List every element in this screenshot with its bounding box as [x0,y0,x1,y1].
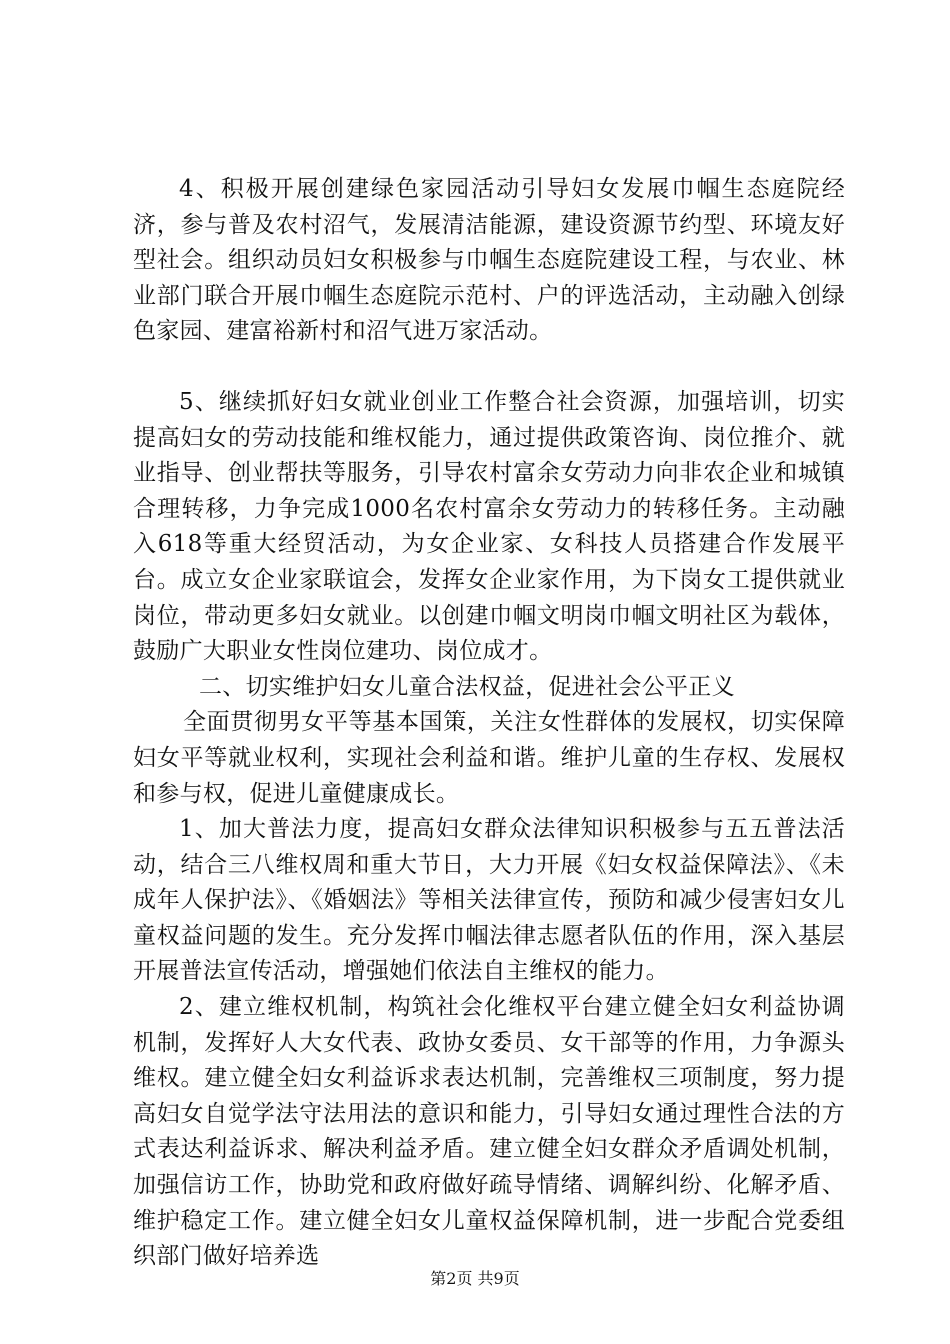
paragraph-legal-education: 1、加大普法力度，提高妇女群众法律知识积极参与五五普法活动，结合三八维权周和重大节日，大力开展《妇女权益保障法》、《未成年人保护法》、《婚姻法》等相关法律宣传，预防和减少侵害妇女儿童权益问题的发生。充分发挥巾帼法律志愿者队伍的作用，深入基层开展普法宣传活动，增强她们依法自主维权的能力。 [133,816,845,985]
page-footer [0,1266,950,1289]
paragraph-rights-mechanism: 2、建立维权机制，构筑社会化维权平台建立健全妇女利益协调机制，发挥好人大女代表、政协女委员、女干部等的作用，力争源头维权。建立健全妇女利益诉求表达机制，完善维权三项制度，努力提高妇女自觉学法守法用法的意识和能力，引导妇女通过理性合法的方式表达利益诉求、解决利益矛盾。建立健全妇女群众矛盾调处机制，加强信访工作，协助党和政府做好疏导情绪、调解纠纷、化解矛盾、维护稳定工作。建立健全妇女儿童权益保障机制，进一步配合党委组织部门做好培养选 [133,994,845,1270]
page-number: 第2页 共9页 [430,1269,520,1288]
paragraph-equality-policy: 全面贯彻男女平等基本国策，关注女性群体的发展权，切实保障妇女平等就业权利，实现社会利益和谐。维护儿童的生存权、发展权和参与权，促进儿童健康成长。 [133,709,845,807]
section-heading-rights: 二、切实维护妇女儿童合法权益，促进社会公平正义 [199,673,735,700]
document-body [133,172,845,1275]
paragraph-women-employment: 5、继续抓好妇女就业创业工作整合社会资源，加强培训，切实提高妇女的劳动技能和维权能力，通过提供政策咨询、岗位推介、就业指导、创业帮扶等服务，引导农村富余女劳动力向非农企业和城镇合理转移，力争完成1000名农村富余女劳动力的转移任务。主动融入618等重大经贸活动，为女企业家、女科技人员搭建合作发展平台。成立女企业家联谊会，发挥女企业家作用，为下岗女工提供就业岗位，带动更多妇女就业。以创建巾帼文明岗巾帼文明社区为载体，鼓励广大职业女性岗位建功、岗位成才。 [133,388,845,665]
paragraph-green-homes: 4、积极开展创建绿色家园活动引导妇女发展巾帼生态庭院经济，参与普及农村沼气，发展清洁能源，建设资源节约型、环境友好型社会。组织动员妇女积极参与巾帼生态庭院建设工程，与农业、林业部门联合开展巾帼生态庭院示范村、户的评选活动，主动融入创绿色家园、建富裕新村和沼气进万家活动。 [133,176,845,345]
